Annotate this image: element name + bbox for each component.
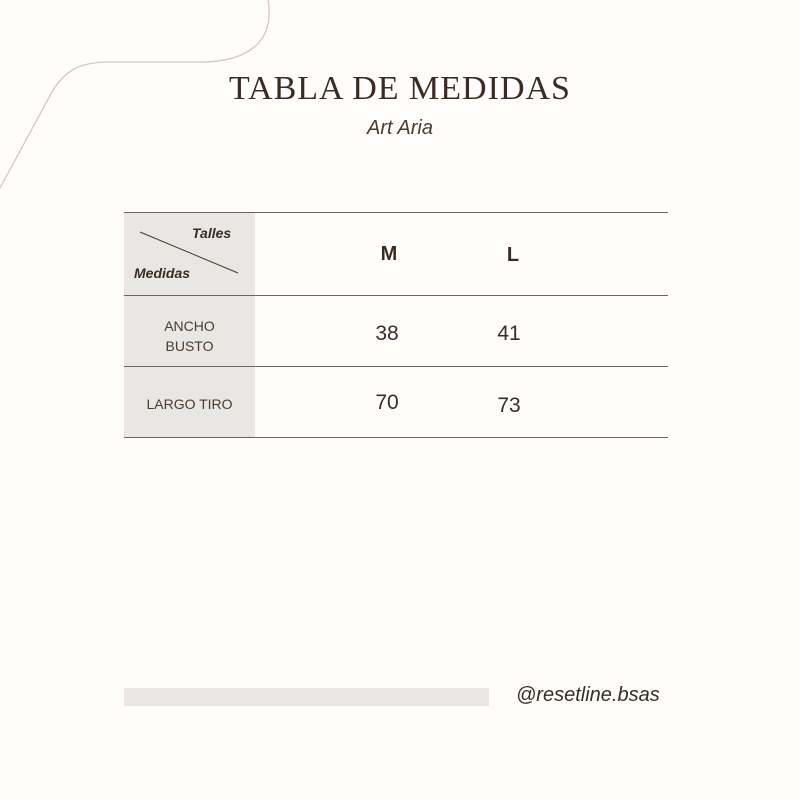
table-cell: 41: [497, 322, 521, 345]
row-label-line: LARGO TIRO: [146, 396, 233, 412]
corner-label-medidas: Medidas: [134, 265, 191, 281]
table-cell: 70: [375, 391, 399, 414]
size-table: [124, 212, 668, 438]
table-rule-header: [124, 295, 668, 296]
footer-bar: [124, 688, 489, 706]
table-cell: 38: [375, 322, 399, 345]
row-label-line: BUSTO: [165, 338, 214, 354]
row-label-ancho-busto: [124, 316, 255, 356]
corner-diagonal: [124, 212, 255, 295]
page-title: TABLA DE MEDIDAS: [229, 70, 571, 107]
corner-label-talles: Talles: [192, 225, 232, 241]
size-header-l: L: [506, 244, 520, 266]
table-rule-row: [124, 366, 668, 367]
page-subtitle: Art Aria: [367, 117, 433, 139]
row-label-line: ANCHO: [164, 318, 215, 334]
table-rule-bottom: [124, 437, 668, 438]
social-handle: @resetline.bsas: [516, 684, 660, 706]
size-header-m: M: [380, 243, 398, 265]
table-cell: 73: [497, 394, 521, 417]
row-label-largo-tiro: [124, 394, 255, 414]
